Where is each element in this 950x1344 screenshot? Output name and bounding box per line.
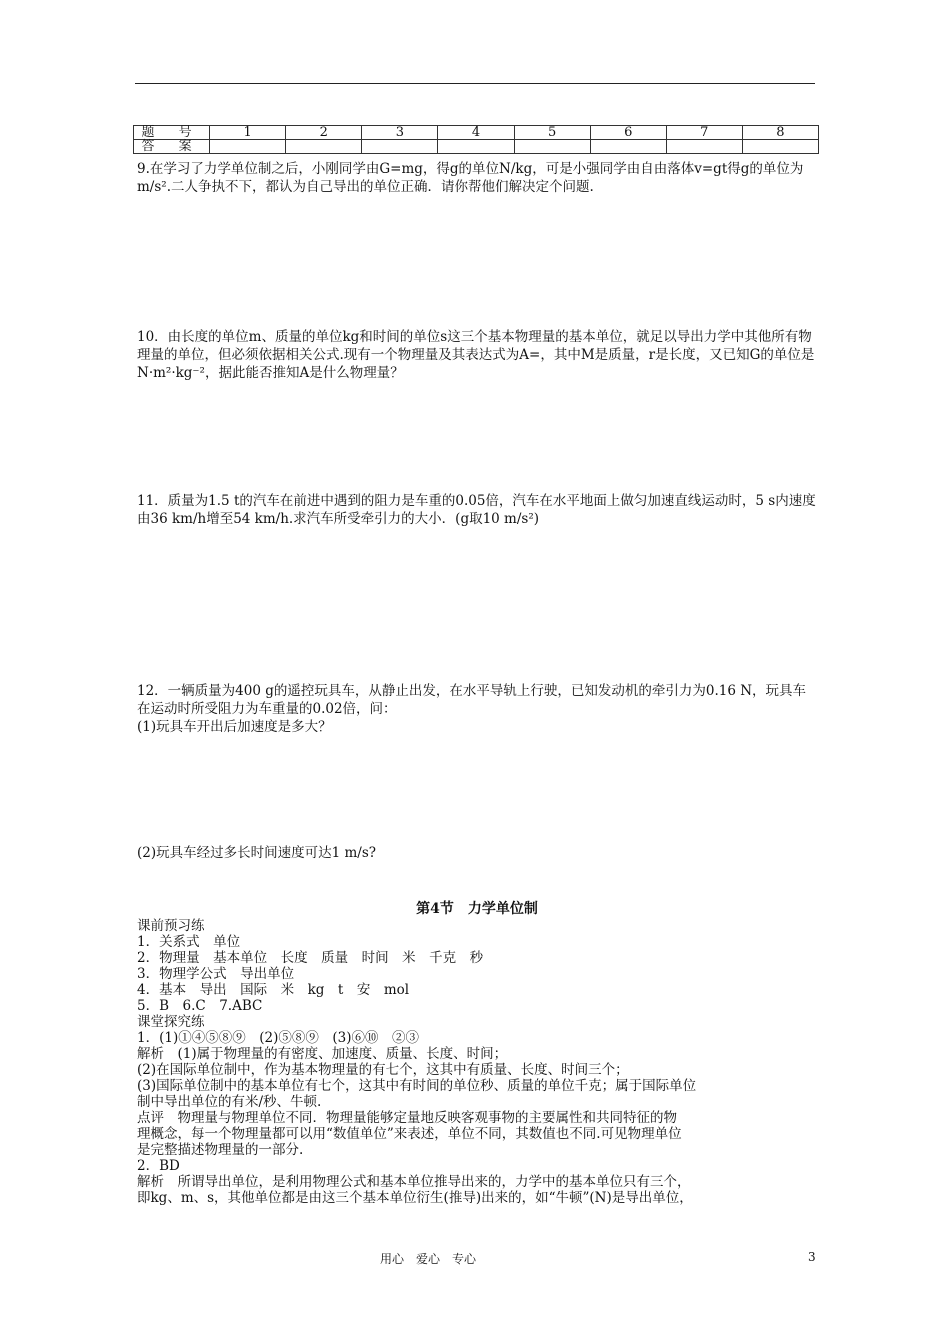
answer-cell[interactable] — [210, 140, 286, 154]
answer-table — [133, 125, 819, 154]
answer-cell[interactable] — [742, 140, 818, 154]
answer-line: 1．(1)①④⑤⑧⑨ (2)⑤⑧⑨ (3)⑥⑩ ②③ — [137, 1030, 419, 1046]
answer-line: 1．关系式 单位 — [137, 934, 241, 950]
question-12: 12．一辆质量为400 g的遥控玩具车，从静止出发，在水平导轨上行驶，已知发动机的牵引力为0.16 N，玩具车在运动时所受阻力为车重量的0.02倍，问： — [137, 683, 807, 717]
header-rule — [135, 83, 815, 84]
question-12-part-1: (1)玩具车开出后加速度是多大？ — [137, 719, 332, 735]
row-label: 答 案 — [134, 140, 210, 154]
table-cell: 1 — [210, 126, 286, 140]
table-cell: 2 — [286, 126, 362, 140]
page-footer: 用心 爱心 专心 — [380, 1252, 477, 1266]
table-cell: 3 — [362, 126, 438, 140]
answer-cell[interactable] — [514, 140, 590, 154]
question-9: 9.在学习了力学单位制之后，小刚同学由G=mg，得g的单位N/kg，可是小强同学由自由落体v=gt得g的单位为m/s².二人争执不下，都认为自己导出的单位正确．请你帮他们解决定个问题. — [137, 161, 804, 195]
answer-cell[interactable] — [286, 140, 362, 154]
question-12-part-2: (2)玩具车经过多长时间速度可达1 m/s? — [137, 845, 377, 861]
row-label: 题 号 — [134, 126, 210, 140]
answer-cell[interactable] — [438, 140, 514, 154]
answer-line: 4．基本 导出 国际 米 kg t 安 mol — [137, 982, 410, 998]
answer-line: (2)在国际单位制中，作为基本物理量的有七个，这其中有质量、长度、时间三个； — [137, 1062, 629, 1078]
question-10: 10．由长度的单位m、质量的单位kg和时间的单位s这三个基本物理量的基本单位，就足以导出力学中其他所有物理量的单位，但必须依据相关公式.现有一个物理量及其表达式为A=，其中M是质量，r是长度，又已知G的单位是N·m²·kg⁻²，据此能否推知A是什么物理量？ — [137, 329, 815, 381]
table-cell: 4 — [438, 126, 514, 140]
table-cell: 7 — [666, 126, 742, 140]
answer-line: 点评 物理量与物理单位不同．物理量能够定量地反映客观事物的主要属性和共同特征的物 — [137, 1110, 677, 1126]
answer-line: 3．物理学公式 导出单位 — [137, 966, 295, 982]
answer-line: 制中导出单位的有米/秒、牛顿. — [137, 1094, 322, 1110]
answer-line: 5．B 6.C 7.ABC — [137, 998, 263, 1014]
answer-section — [137, 918, 817, 1206]
answer-line: 解析 所谓导出单位，是利用物理公式和基本单位推导出来的，力学中的基本单位只有三个， — [137, 1174, 691, 1190]
page-number: 3 — [808, 1250, 816, 1264]
answer-line: 课前预习练 — [137, 918, 205, 934]
table-cell: 5 — [514, 126, 590, 140]
question-11: 11．质量为1.5 t的汽车在前进中遇到的阻力是车重的0.05倍，汽车在水平地面上做匀加速直线运动时，5 s内速度由36 km/h增至54 km/h.求汽车所受牵引力的大小．(g取10 m/s²) — [137, 493, 816, 527]
section-title: 第4节 力学单位制 — [416, 901, 538, 917]
answer-cell[interactable] — [666, 140, 742, 154]
table-cell: 6 — [590, 126, 666, 140]
answer-line: 即kg、m、s，其他单位都是由这三个基本单位衍生(推导)出来的，如“牛顿”(N)是导出单位， — [137, 1190, 693, 1206]
answer-line: 课堂探究练 — [137, 1014, 205, 1030]
answer-line: 是完整描述物理量的一部分. — [137, 1142, 304, 1158]
table-row — [134, 126, 819, 140]
answer-line: 2．BD — [137, 1158, 180, 1174]
answer-cell[interactable] — [362, 140, 438, 154]
answer-line: 解析 (1)属于物理量的有密度、加速度、质量、长度、时间； — [137, 1046, 508, 1062]
table-cell: 8 — [742, 126, 818, 140]
answer-line: 2．物理量 基本单位 长度 质量 时间 米 千克 秒 — [137, 950, 484, 966]
table-row — [134, 140, 819, 154]
answer-line: 理概念，每一个物理量都可以用“数值单位”来表述，单位不同，其数值也不同.可见物理单位 — [137, 1126, 682, 1142]
answer-line: (3)国际单位制中的基本单位有七个，这其中有时间的单位秒、质量的单位千克；属于国际单位 — [137, 1078, 697, 1094]
answer-cell[interactable] — [590, 140, 666, 154]
